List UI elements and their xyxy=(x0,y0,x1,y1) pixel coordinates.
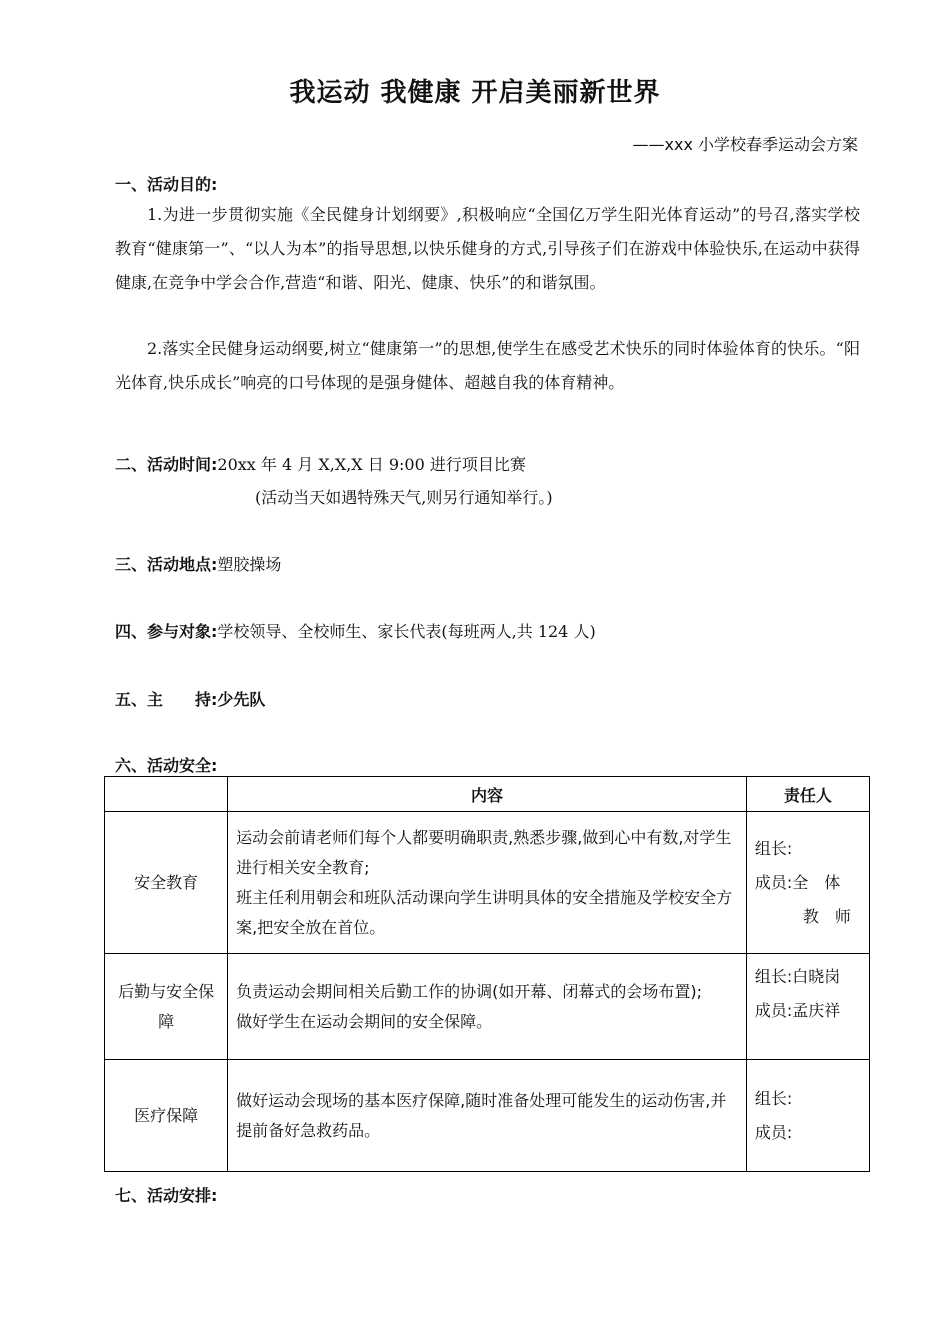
table-row xyxy=(105,954,870,1060)
row-leader: 组长: xyxy=(754,1088,793,1108)
section-1-paragraph-1 xyxy=(115,198,860,300)
row-category: 医疗保障 xyxy=(105,1060,228,1172)
page-title: 我运动 我健康 开启美丽新世界 xyxy=(289,78,661,108)
section-1-heading: 一、活动目的: xyxy=(115,175,218,194)
section-6-heading: 六、活动安全: xyxy=(115,756,218,775)
row-members-cont: 教 师 xyxy=(754,906,851,926)
section-2-label: 二、活动时间: xyxy=(115,455,218,474)
section-5-line xyxy=(115,687,265,710)
row-responsible xyxy=(746,954,869,1060)
header-blank xyxy=(105,777,228,812)
section-3-label: 三、活动地点: xyxy=(115,555,218,574)
row-members: 成员:孟庆祥 xyxy=(754,1001,841,1020)
section-2-note: (活动当天如遇特殊天气,则另行通知举行。) xyxy=(255,488,553,507)
table-row xyxy=(105,1060,870,1172)
section-5-value: 少先队 xyxy=(217,690,266,709)
row-members: 成员: xyxy=(754,1122,793,1142)
section-2-value: 20xx 年 4 月 X,X,X 日 9:00 进行项目比赛 xyxy=(217,455,526,474)
row-content: 做好运动会现场的基本医疗保障,随时准备处理可能发生的运动伤害,并提前备好急救药品。 xyxy=(228,1060,747,1172)
row-content: 运动会前请老师们每个人都要明确职责,熟悉步骤,做到心中有数,对学生进行相关安全教育; 班主任利用朝会和班队活动课向学生讲明具体的安全措施及学校安全方案,把安全放在首位。 xyxy=(228,812,747,954)
section-5-label: 五、主 持: xyxy=(115,690,218,709)
section-3-line xyxy=(115,552,281,575)
safety-table xyxy=(104,776,870,1172)
section-2-line xyxy=(115,452,526,475)
section-1-paragraph-2 xyxy=(115,332,860,400)
paragraph-1-text: 1.为进一步贯彻实施《全民健身计划纲要》,积极响应“全国亿万学生阳光体育运动”的号召,落实学校教育“健康第一”、“以人为本”的指导思想,以快乐健身的方式,引导孩子们在游戏中体验快乐,在运动中获得健康,在竞争中学会合作,营造“和谐、阳光、健康、快乐”的和谐氛围。 xyxy=(115,205,860,292)
row-leader: 组长: xyxy=(754,838,793,858)
header-content: 内容 xyxy=(228,777,747,812)
header-responsible: 责任人 xyxy=(746,777,869,812)
paragraph-2-text: 2.落实全民健身运动纲要,树立“健康第一”的思想,使学生在感受艺术快乐的同时体验体育的快乐。“阳光体育,快乐成长”响亮的口号体现的是强身健体、超越自我的体育精神。 xyxy=(115,339,860,392)
row-content: 负责运动会期间相关后勤工作的协调(如开幕、闭幕式的会场布置); 做好学生在运动会期间的安全保障。 xyxy=(228,954,747,1060)
table-header-row xyxy=(105,777,870,812)
row-leader: 组长:白晓岗 xyxy=(754,967,841,986)
section-4-value: 学校领导、全校师生、家长代表(每班两人,共 124 人) xyxy=(217,622,596,641)
page-subtitle: ——xxx 小学校春季运动会方案 xyxy=(632,135,858,154)
section-4-label: 四、参与对象: xyxy=(115,622,218,641)
section-3-value: 塑胶操场 xyxy=(217,555,282,574)
section-4-line xyxy=(115,619,596,642)
row-responsible xyxy=(746,1060,869,1172)
table-row xyxy=(105,812,870,954)
row-responsible xyxy=(746,812,869,954)
row-members: 成员:全 体 xyxy=(754,872,841,892)
row-category: 安全教育 xyxy=(105,812,228,954)
row-category: 后勤与安全保障 xyxy=(105,954,228,1060)
section-7-heading: 七、活动安排: xyxy=(115,1186,218,1205)
